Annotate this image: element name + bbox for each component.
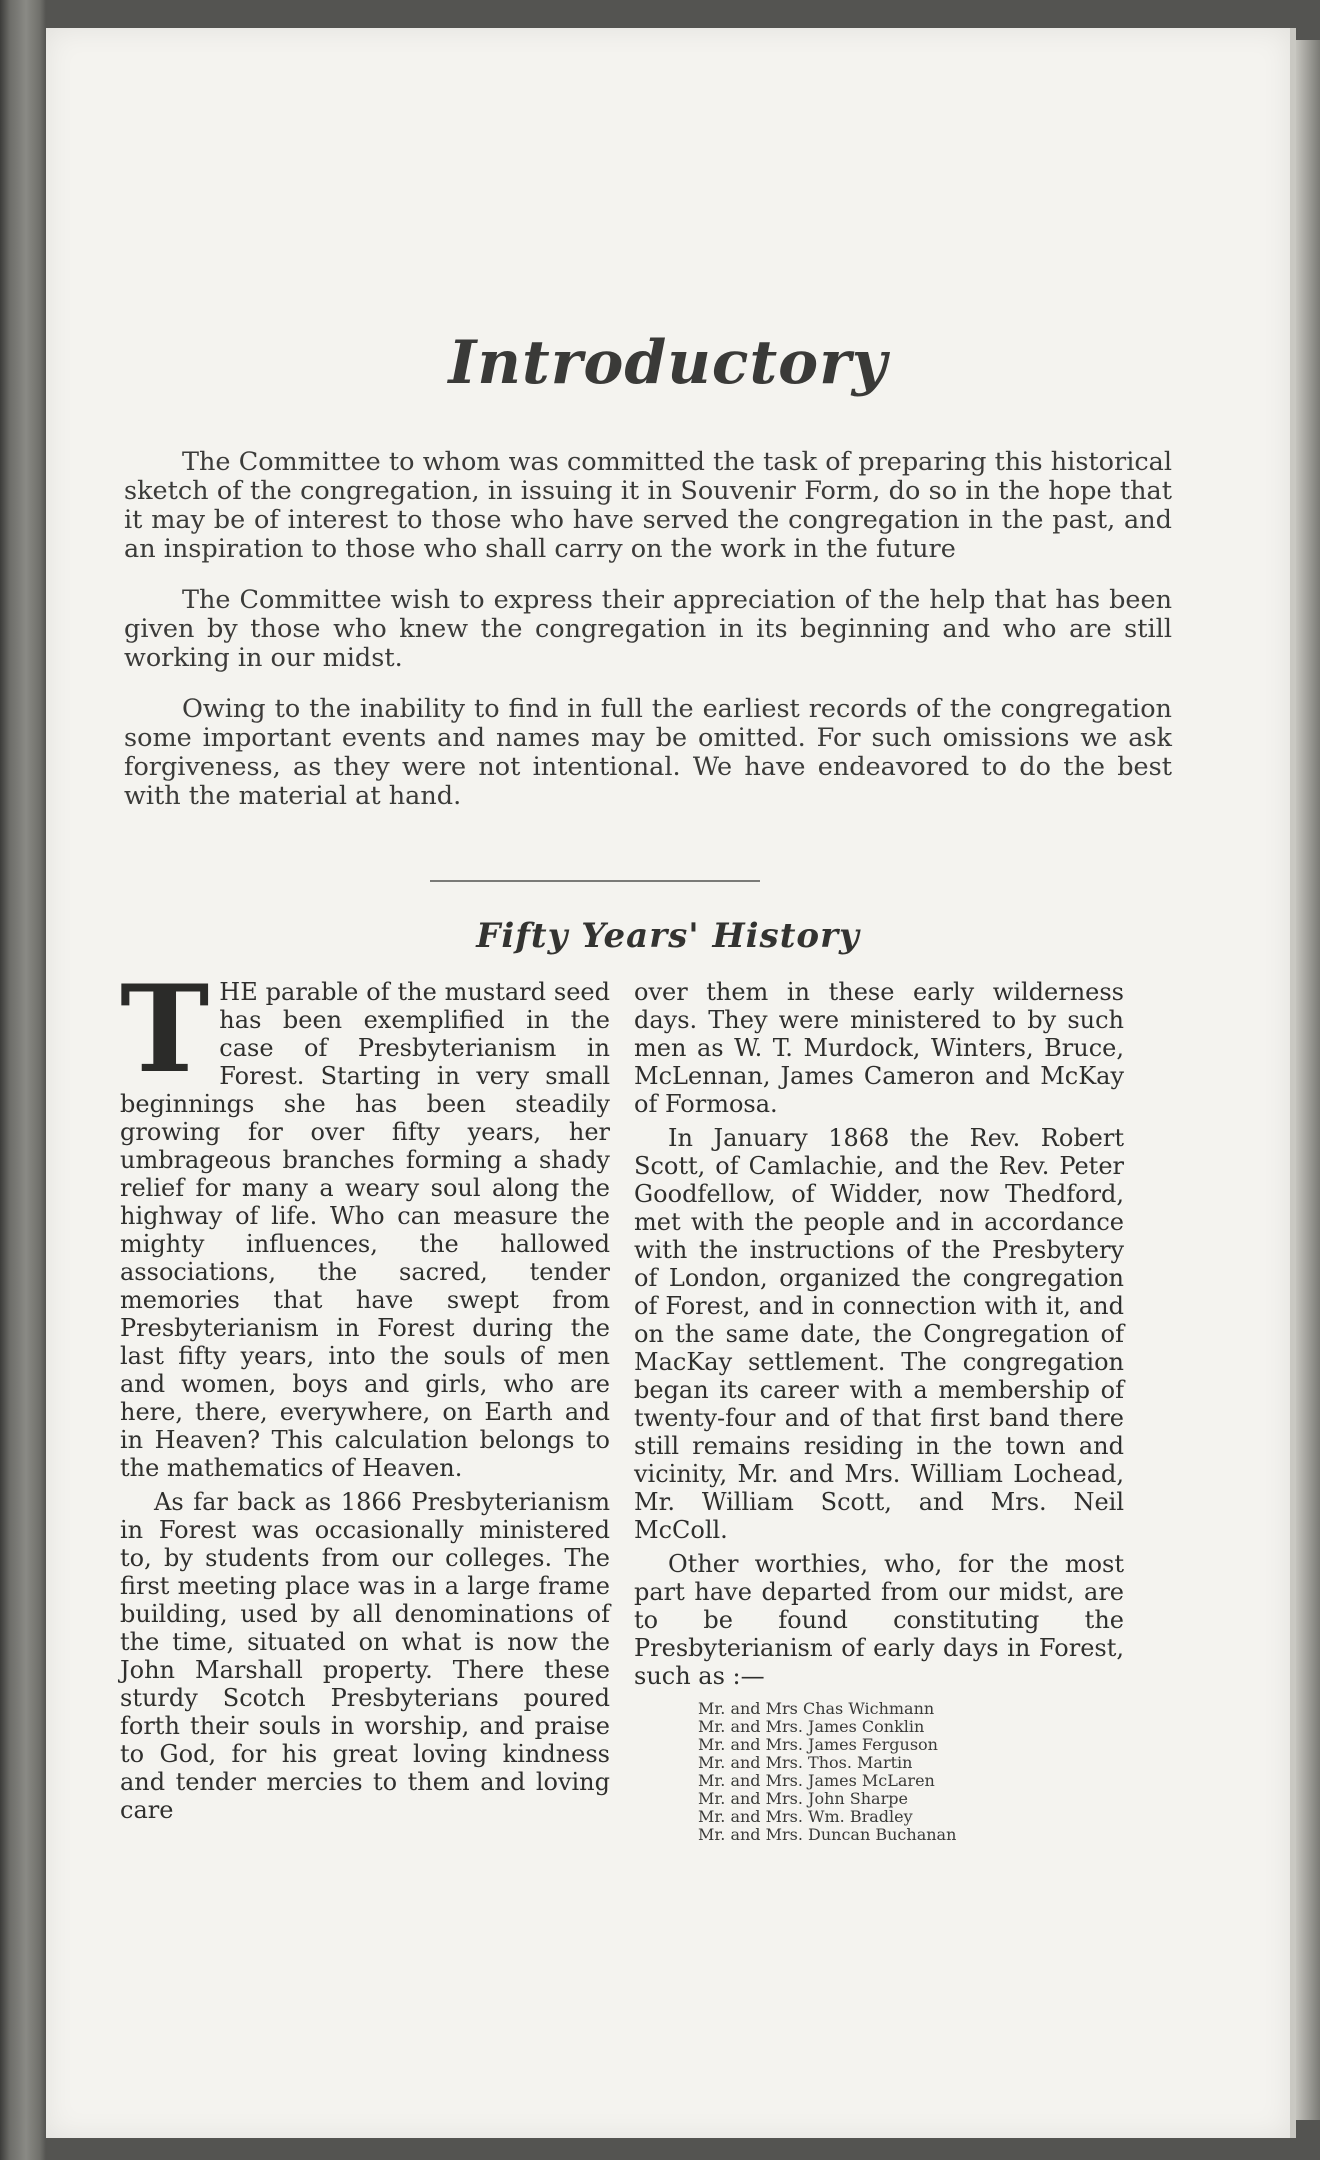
drop-cap: T (120, 959, 210, 1100)
left-column (120, 959, 610, 1830)
list-item: Mr. and Mrs. James McLaren (698, 1771, 935, 1790)
section-title: Fifty Years' History (476, 916, 860, 956)
page-title: Introductory (448, 328, 888, 398)
list-item: Mr. and Mrs. John Sharpe (698, 1789, 908, 1808)
intro-section (124, 448, 1172, 833)
list-item: Mr. and Mrs. James Conklin (698, 1717, 925, 1736)
list-item: Mr. and Mrs. James Ferguson (698, 1735, 938, 1754)
list-item: Mr. and Mrs. Wm. Bradley (698, 1807, 913, 1826)
intro-paragraph: Owing to the inability to find in full the earliest records of the congregation some important events and names may be omitted. For such omissions we ask forgiveness, as they were not intentional. We have endeavored to do the best with the material at hand. (124, 694, 1172, 811)
list-item: Mr. and Mrs. Thos. Martin (698, 1753, 913, 1772)
document-page (46, 28, 1296, 2138)
intro-paragraph: The Committee to whom was committed the task of preparing this historical sketch of the congregation, in issuing it in Souvenir Form, do so in the hope that it may be of interest to those who have served the congregation in the past, and an inspiration to those who shall carry on the work in the future (124, 447, 1172, 564)
paragraph: over them in these early wilderness days. They were ministered to by such men as W. T. Murdock, Winters, Bruce, McLennan, James Cameron and McKay of Formosa. (634, 978, 1124, 1118)
list-item: Mr. and Mrs Chas Wichmann (698, 1699, 935, 1718)
paragraph: In January 1868 the Rev. Robert Scott, of Camlachie, and the Rev. Peter Goodfellow, of Widder, now Thedford, met with the people and in accordance with the instructions of the Presbytery of London, organized the congregation of Forest, and in connection with it, and on the same date, the Congregation of MacKay settlement. The congregation began its career with a membership of twenty-four and of that first band there still remains residing in the town and vicinity, Mr. and Mrs. William Lochead, Mr. William Scott, and Mrs. Neil McColl. (634, 1124, 1124, 1544)
list-item: Mr. and Mrs. Duncan Buchanan (698, 1825, 957, 1844)
names-list (698, 1700, 1124, 1844)
paragraph: Other worthies, who, for the most part have departed from our midst, are to be found constituting the Presbyterianism of early days in Forest, such as :— (634, 1550, 1124, 1690)
section-divider (430, 880, 760, 882)
right-column (634, 978, 1124, 1844)
paragraph: As far back as 1866 Presbyterianism in Forest was occasionally ministered to, by students from our colleges. The first meeting place was in a large frame building, used by all denominations of the time, situated on what is now the John Marshall property. There these sturdy Scotch Presbyterians poured forth their souls in worship, and praise to God, for his great loving kindness and tender mercies to them and loving care (120, 1488, 610, 1824)
paragraph: HE parable of the mustard seed has been exemplified in the case of Presbyterianism in Forest. Starting in very small beginnings she has been steadily growing for over fifty years, her umbrageous branches forming a shady relief for many a weary soul along the highway of life. Who can measure the mighty influences, the hallowed associations, the sacred, tender memories that have swept from Presbyterianism in Forest during the last fifty years, into the souls of men and women, boys and girls, who are here, there, everywhere, on Earth and in Heaven? This calculation belongs to the mathematics of Heaven. (120, 978, 610, 1482)
intro-paragraph: The Committee wish to express their appreciation of the help that has been given by those who knew the congregation in its beginning and who are still working in our midst. (124, 585, 1172, 673)
